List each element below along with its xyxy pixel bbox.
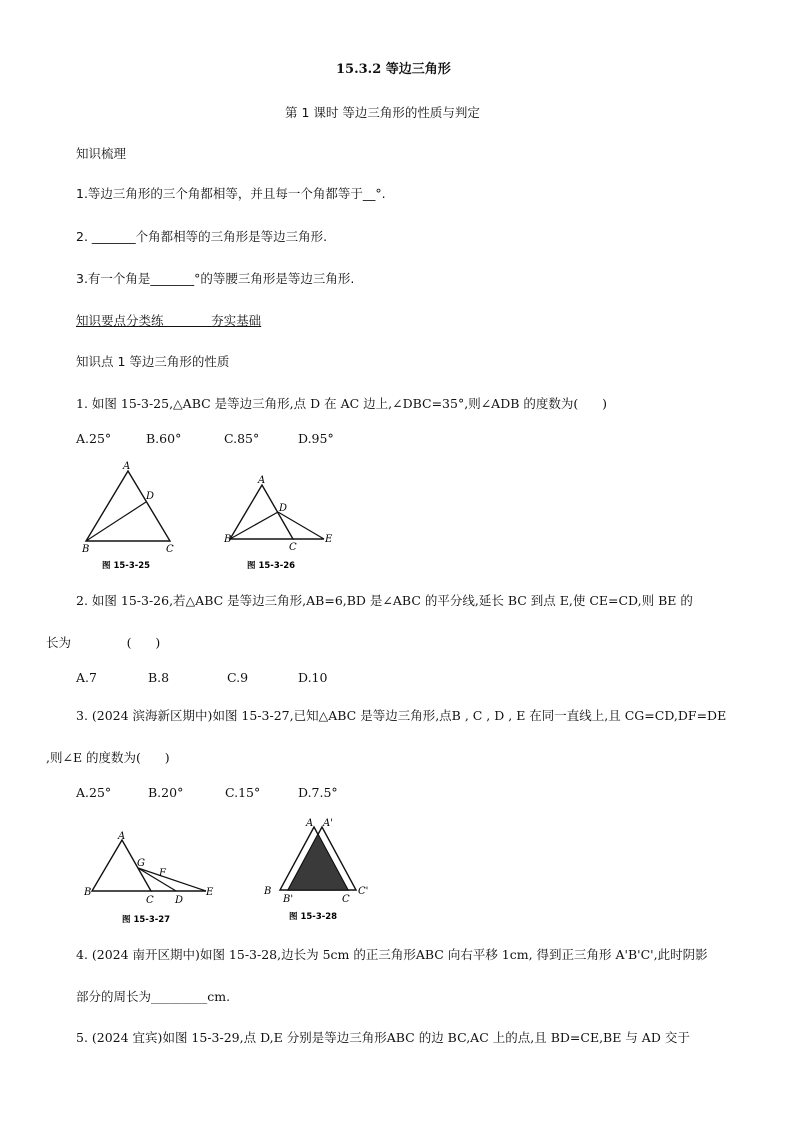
label-B: B [224, 534, 232, 545]
question-4-text-line-2: 部分的周长为_________cm. [76, 989, 231, 1004]
figure-caption: 图 15-3-25 [102, 561, 151, 571]
label-D: D [146, 491, 155, 502]
q1-option-d: D.95° [298, 431, 334, 446]
q1-option-b: B.60° [146, 431, 182, 446]
label-A: A [123, 461, 131, 472]
label-B: B [84, 887, 92, 898]
label-A-prime: A' [323, 818, 333, 829]
label-C: C [289, 542, 297, 553]
q3-option-a: A.25° [76, 785, 112, 800]
figure-caption: 图 15-3-28 [289, 912, 338, 922]
question-3-text-line-2: ,则∠E 的度数为( ) [46, 750, 170, 765]
figure-15-3-27 [82, 830, 222, 935]
section-practice-heading: 知识要点分类练 夯实基础 [76, 313, 262, 328]
q2-option-a: A.7 [76, 670, 97, 685]
question-2-text-line-1: 2. 如图 15-3-26,若△ABC 是等边三角形,AB=6,BD 是∠ABC 的平分线,延长 BC 到点 E,使 CE=CD,则 BE 的 [76, 593, 693, 608]
q2-option-b: B.8 [148, 670, 170, 685]
page-title: 15.3.2 等边三角形 [336, 62, 451, 77]
label-F: F [159, 868, 166, 879]
figure-15-3-26 [222, 470, 352, 585]
question-4-text-line-1: 4. (2024 南开区期中)如图 15-3-28,边长为 5cm 的正三角形ABC 向右平移 1cm, 得到正三角形 A'B'C',此时阴影 [76, 947, 708, 962]
label-C: C [342, 894, 350, 905]
label-B: B [82, 544, 90, 555]
review-item-2: 2. _______个角都相等的三角形是等边三角形. [76, 229, 328, 244]
label-A: A [118, 831, 126, 842]
question-5-text-line-1: 5. (2024 宜宾)如图 15-3-29,点 D,E 分别是等边三角形ABC 的边 BC,AC 上的点,且 BD=CE,BE 与 AD 交于 [76, 1030, 690, 1045]
q3-option-b: B.20° [148, 785, 184, 800]
label-G: G [137, 858, 145, 869]
review-item-1: 1.等边三角形的三个角都相等，并且每一个角都等于__°. [76, 186, 386, 201]
label-C: C [166, 544, 174, 555]
figure-15-3-25 [80, 460, 190, 575]
q2-option-d: D.10 [298, 670, 328, 685]
label-B: B [264, 886, 272, 897]
section-review-heading: 知识梳理 [76, 146, 127, 161]
question-3-text-line-1: 3. (2024 滨海新区期中)如图 15-3-27,已知△ABC 是等边三角形,点B , C , D , E 在同一直线上,且 CG=CD,DF=DE [76, 708, 727, 723]
label-A: A [258, 475, 266, 486]
q1-option-c: C.85° [224, 431, 260, 446]
question-2-text-line-2: 长为 ( ) [46, 635, 161, 650]
label-C: C [146, 895, 154, 906]
lesson-subtitle: 第 1 课时 等边三角形的性质与判定 [285, 105, 480, 120]
q3-option-d: D.7.5° [298, 785, 338, 800]
label-D: D [279, 503, 288, 514]
label-C-prime: C' [358, 886, 369, 897]
label-B-prime: B' [283, 894, 294, 905]
label-E: E [206, 887, 214, 898]
question-1-text: 1. 如图 15-3-25,△ABC 是等边三角形,点 D 在 AC 边上,∠DBC=35°,则∠ADB 的度数为( ) [76, 396, 607, 411]
figure-15-3-28 [262, 815, 382, 925]
label-D: D [175, 895, 184, 906]
review-item-3: 3.有一个角是_______°的等腰三角形是等边三角形. [76, 271, 355, 286]
figure-caption: 图 15-3-26 [247, 561, 296, 571]
knowledge-point-heading: 知识点 1 等边三角形的性质 [76, 354, 230, 369]
figure-caption: 图 15-3-27 [122, 915, 171, 925]
q3-option-c: C.15° [225, 785, 261, 800]
label-E: E [325, 534, 333, 545]
q2-option-c: C.9 [227, 670, 249, 685]
q1-option-a: A.25° [76, 431, 112, 446]
label-A: A [306, 818, 314, 829]
